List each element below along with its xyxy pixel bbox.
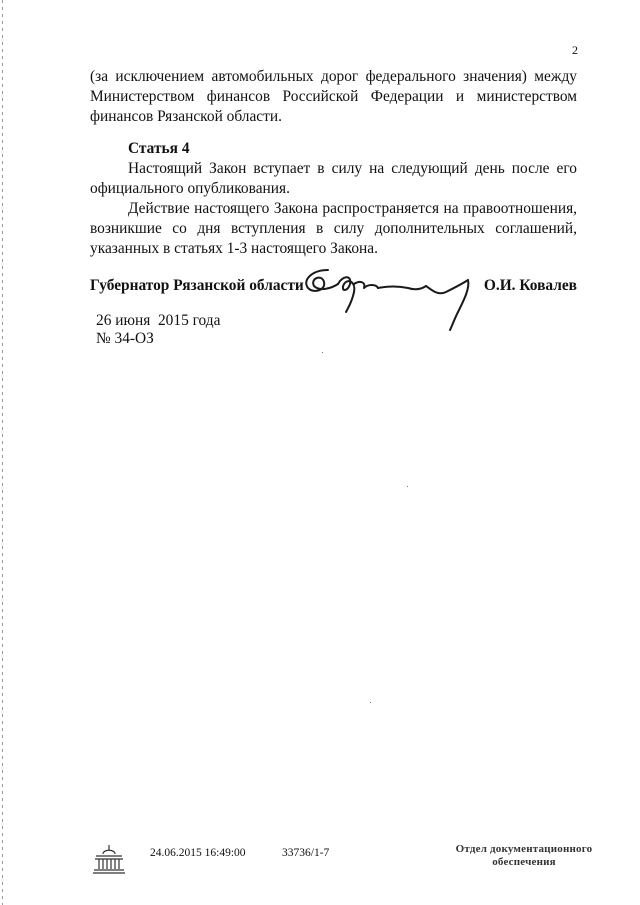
- stamp-line-1: Отдел документационного: [455, 843, 593, 855]
- signatory-name: О.И. Ковалев: [483, 277, 577, 294]
- continuation-paragraph: [90, 67, 577, 127]
- handwritten-signature: [298, 262, 480, 332]
- footer-registration-number: 33736/1-7: [282, 847, 330, 859]
- article-title: Статья 4: [128, 140, 190, 157]
- scan-speck: [407, 486, 408, 487]
- department-stamp: [450, 843, 598, 869]
- footer-timestamp: 24.06.2015 16:49:00: [150, 847, 246, 859]
- law-number: № 34-ОЗ: [96, 330, 154, 347]
- article-paragraph-1: Настоящий Закон вступает в силу на следующий день после его официального опубликования.: [90, 160, 577, 197]
- signatory-title: Губернатор Рязанской области: [90, 277, 304, 294]
- scan-speck: [322, 352, 323, 353]
- article-paragraph-2: Действие настоящего Закона распространяется на правоотношения, возникшие со дня вступления в силу дополнительных соглашений, указанных в статьях 1-3 настоящего Закона.: [90, 200, 577, 257]
- article-4: [90, 139, 577, 259]
- page-number: 2: [572, 43, 578, 57]
- stamp-line-2: обеспечения: [492, 856, 556, 868]
- scan-speck: [370, 702, 371, 703]
- document-date: 26 июня 2015 года: [96, 312, 221, 329]
- duma-building-icon: [91, 842, 127, 878]
- continuation-text: (за исключением автомобильных дорог федерального значения) между Министерством финансов Российской Федерации и министерством финансов Рязанской области.: [90, 68, 577, 125]
- scan-edge: [2, 0, 3, 905]
